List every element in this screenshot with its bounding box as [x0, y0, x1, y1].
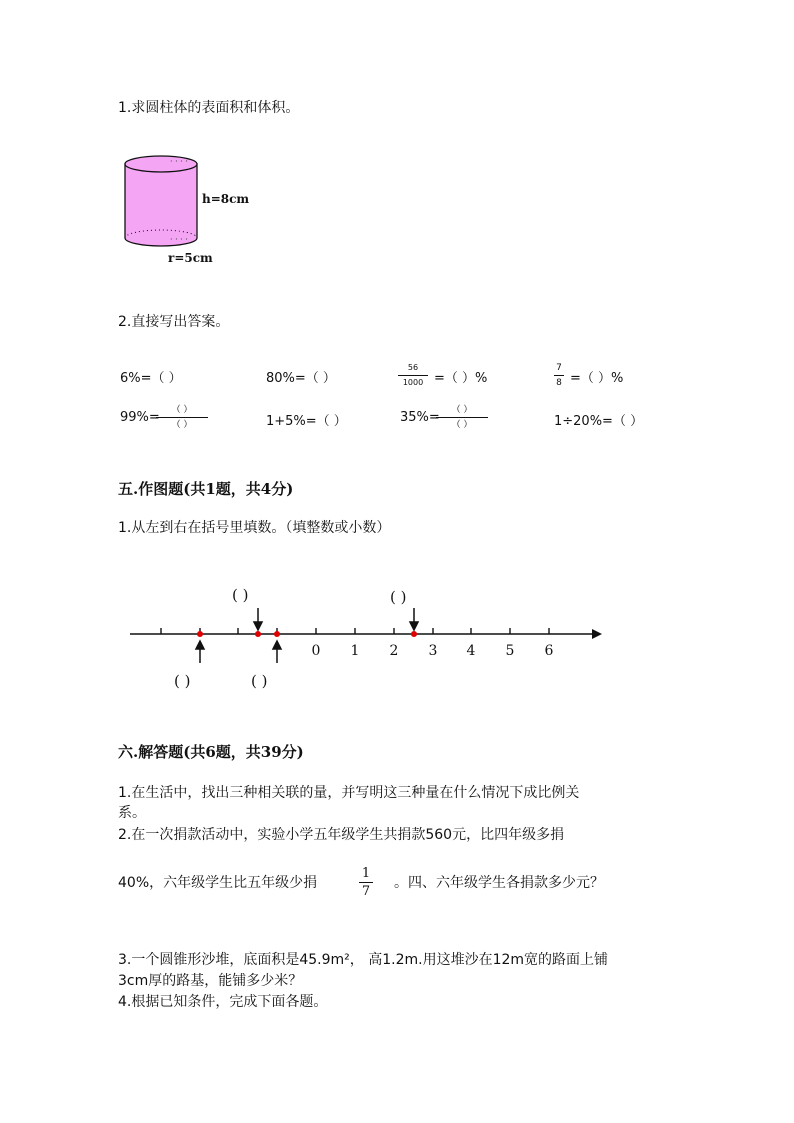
- question-2-line-1: 2.在一次捐款活动中，实验小学五年级学生共捐款560元，比四年级多捐: [118, 827, 565, 843]
- expr-80-percent: 80%=（ ）: [266, 371, 336, 386]
- answer-blank: ( ): [390, 588, 407, 606]
- tick-label: 3: [428, 643, 438, 659]
- number-line-arrowhead: [592, 629, 602, 639]
- fraction-56-1000: 56 1000: [398, 362, 428, 389]
- number-line-question: 1.从左到右在括号里填数。（填整数或小数）: [118, 520, 391, 536]
- expr-35-percent-left: 35%=: [400, 410, 440, 425]
- section-6-title: 六.解答题(共6题，共39分): [118, 743, 304, 761]
- tick-label: 5: [505, 643, 515, 659]
- radius-label: r=5cm: [168, 251, 213, 265]
- answer-blank: ( ): [232, 586, 249, 604]
- number-line-figure: [120, 580, 620, 700]
- tick-label: 0: [311, 643, 321, 659]
- direct-answer-question: 2.直接写出答案。: [118, 314, 230, 330]
- tick-label: 2: [389, 643, 399, 659]
- question-2-line-2a: 40%，六年级学生比五年级少捐: [118, 875, 318, 891]
- question-4: 4.根据已知条件，完成下面各题。: [118, 994, 328, 1010]
- point-marker: [274, 631, 280, 637]
- answer-blank: ( ): [174, 672, 191, 690]
- point-marker: [255, 631, 261, 637]
- section-5-title: 五.作图题(共1题，共4分): [118, 480, 294, 498]
- expr-56-1000-rest: =（ ）%: [434, 371, 488, 386]
- fraction-99-percent: （ ） （ ）: [156, 404, 208, 431]
- question-3-line-2: 3cm厚的路基，能铺多少米？: [118, 973, 303, 989]
- height-label: h=8cm: [202, 192, 250, 206]
- tick-label: 6: [544, 643, 554, 659]
- fraction-35-percent: （ ） （ ）: [436, 404, 488, 431]
- expr-6-percent: 6%=（ ）: [120, 371, 182, 386]
- question-2-line-2b: 。四、六年级学生各捐款多少元？: [394, 875, 604, 891]
- point-marker: [411, 631, 417, 637]
- svg-text:· · · ·: · · · ·: [170, 157, 188, 166]
- expr-99-percent-left: 99%=: [120, 410, 160, 425]
- question-3-line-1: 3.一个圆锥形沙堆，底面积是45.9m²， 高1.2m.用这堆沙在12m宽的路面上铺: [118, 952, 609, 968]
- question-1-line-2: 系。: [118, 805, 146, 821]
- cylinder-body: [125, 164, 197, 246]
- question-1-line-1: 1.在生活中，找出三种相关联的量，并写明这三种量在什么情况下成比例关: [118, 785, 580, 801]
- cylinder-question: 1.求圆柱体的表面积和体积。: [118, 100, 300, 116]
- answer-blank: ( ): [251, 672, 268, 690]
- tick-label: 4: [466, 643, 476, 659]
- expr-1-div-20-percent: 1÷20%=（ ）: [554, 414, 644, 429]
- expr-7-8-rest: =（ ）%: [570, 371, 624, 386]
- fraction-7-8: 7 8: [554, 362, 564, 389]
- expr-1-plus-5-percent: 1+5%=（ ）: [266, 414, 347, 429]
- fraction-1-7: 1 7: [359, 866, 373, 899]
- svg-text:· · · ·: · · · ·: [170, 235, 188, 244]
- point-marker: [197, 631, 203, 637]
- tick-label: 1: [350, 643, 360, 659]
